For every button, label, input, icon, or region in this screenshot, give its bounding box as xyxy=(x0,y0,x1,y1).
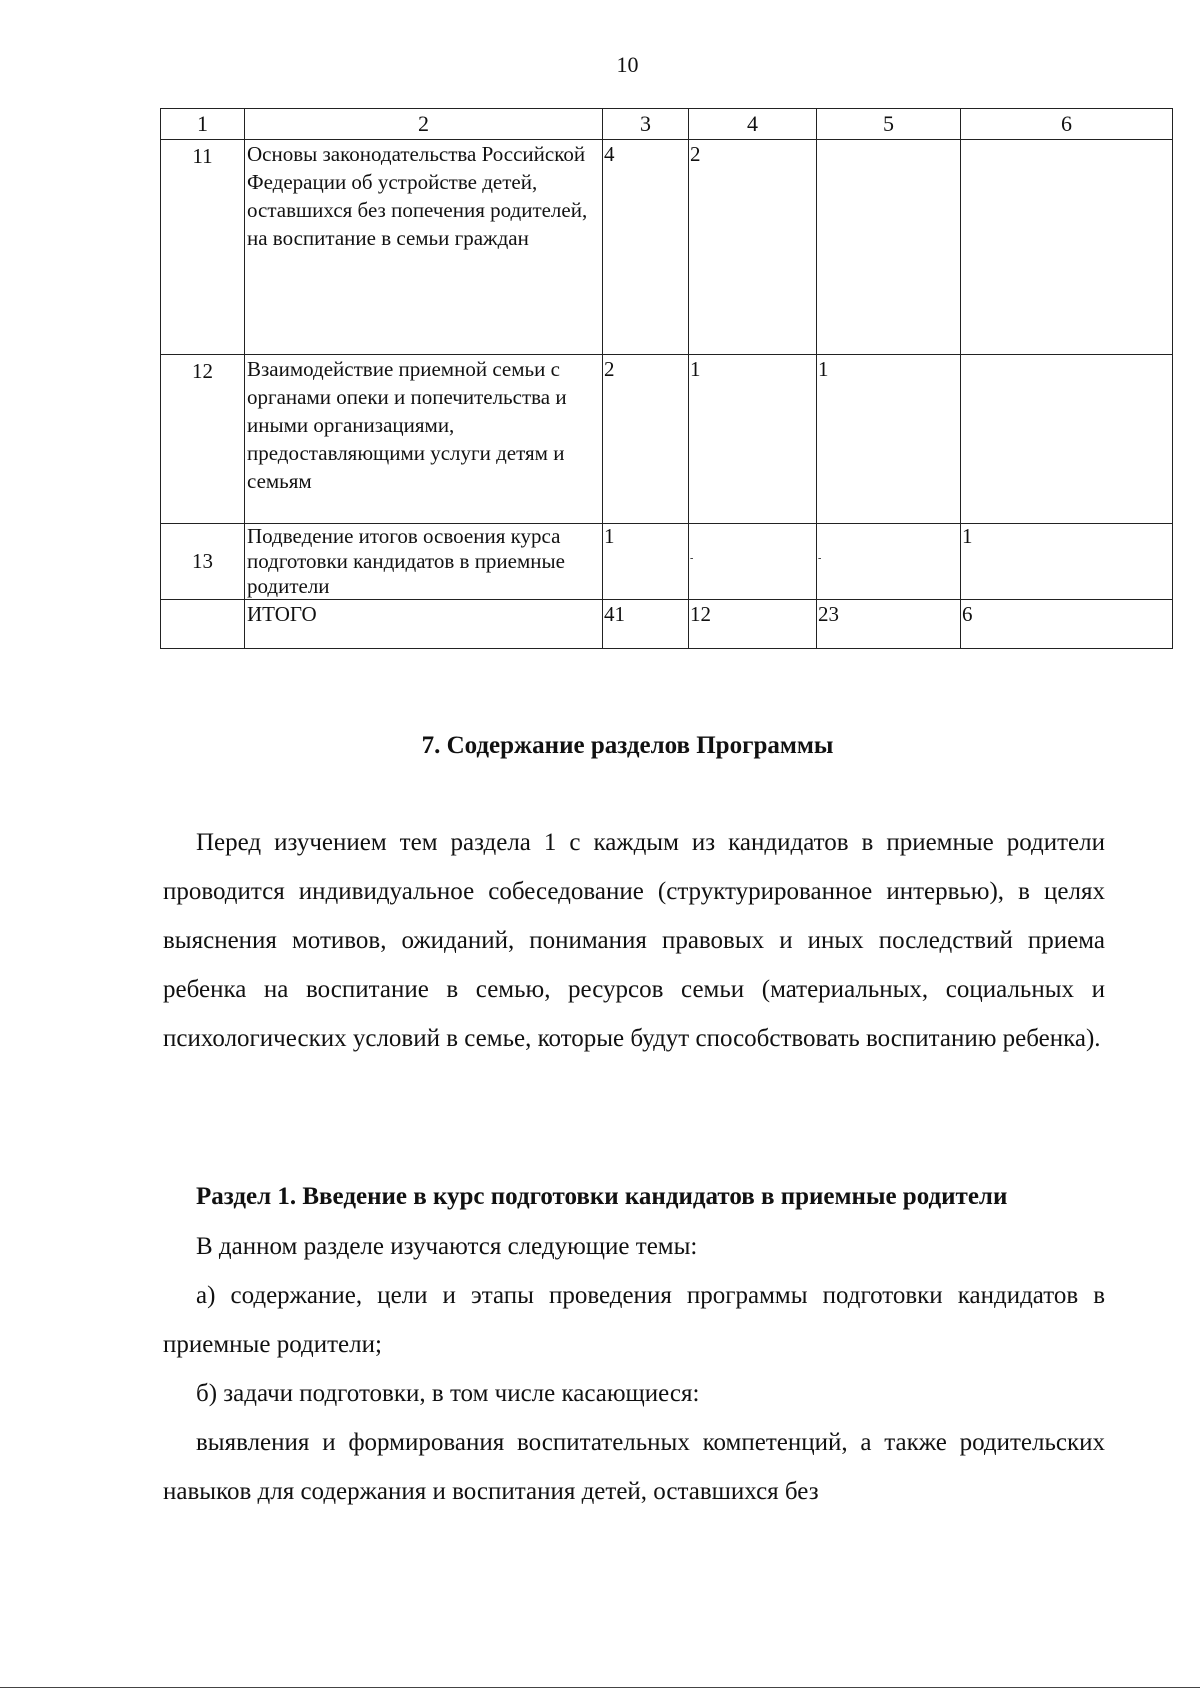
hours-col-5 xyxy=(817,524,961,600)
hours-total: 1 xyxy=(603,524,689,600)
hours-total: 2 xyxy=(603,355,689,524)
section-title: 7. Содержание разделов Программы xyxy=(421,732,834,759)
dash-mark: - xyxy=(690,553,694,564)
hours-col-4 xyxy=(689,524,817,600)
hours-col-4: 2 xyxy=(689,140,817,355)
row-number xyxy=(161,600,245,649)
table-total-row xyxy=(161,600,1173,649)
hours-col-6 xyxy=(961,140,1173,355)
header-cell: 6 xyxy=(961,109,1173,140)
hours-col-6: 1 xyxy=(961,524,1173,600)
table-header-row xyxy=(161,109,1173,140)
header-cell: 4 xyxy=(689,109,817,140)
hours-col-6 xyxy=(961,355,1173,524)
bottom-rule xyxy=(0,1687,1200,1688)
row-number: 13 xyxy=(161,524,245,600)
hours-col-5 xyxy=(817,140,961,355)
razdel-1-heading: Раздел 1. Введение в курс подготовки кандидатов в приемные родители xyxy=(196,1183,1008,1210)
razdel-1-item-a: а) содержание, цели и этапы проведения программы подготовки кандидатов в приемные родители; xyxy=(163,1282,1105,1358)
hours-col-5: 1 xyxy=(817,355,961,524)
dash-mark: - xyxy=(818,553,822,564)
total-col-4: 12 xyxy=(689,600,817,649)
razdel-1-block xyxy=(163,1172,1105,1516)
hours-col-4: 1 xyxy=(689,355,817,524)
row-number: 11 xyxy=(161,140,245,355)
intro-paragraph-block xyxy=(163,818,1105,1063)
table-row xyxy=(161,140,1173,355)
razdel-1-item-b: б) задачи подготовки, в том числе касающиеся: xyxy=(196,1380,700,1407)
topic-title: Подведение итогов освоения курса подготовки кандидатов в приемные родители xyxy=(245,524,603,600)
total-col-5: 23 xyxy=(817,600,961,649)
header-cell: 5 xyxy=(817,109,961,140)
hours-total: 4 xyxy=(603,140,689,355)
topic-title: Взаимодействие приемной семьи с органами опеки и попечительства и иными организациями, предоставляющими услуги детям и семьям xyxy=(245,355,603,524)
header-cell: 3 xyxy=(603,109,689,140)
table-row xyxy=(161,524,1173,600)
course-plan-table xyxy=(160,108,1173,649)
razdel-1-item-b-text: выявления и формирования воспитательных компетенций, а также родительских навыков для содержания и воспитания детей, оставшихся без xyxy=(163,1429,1105,1505)
total-hours: 41 xyxy=(603,600,689,649)
total-col-6: 6 xyxy=(961,600,1173,649)
topic-title: Основы законодательства Российской Федерации об устройстве детей, оставшихся без попечения родителей, на воспитание в семьи граждан xyxy=(245,140,603,355)
row-number: 12 xyxy=(161,355,245,524)
intro-paragraph: Перед изучением тем раздела 1 с каждым из кандидатов в приемные родители проводится индивидуальное собеседование (структурированное интервью), в целях выяснения мотивов, ожиданий, понимания правовых и иных последствий приема ребенка на воспитание в семью, ресурсов семьи (материальных, социальных и психологических условий в семье, которые будут способствовать воспитанию ребенка). xyxy=(163,829,1105,1052)
razdel-1-lead: В данном разделе изучаются следующие темы: xyxy=(196,1233,698,1260)
header-cell: 2 xyxy=(245,109,603,140)
table-row xyxy=(161,355,1173,524)
total-label: ИТОГО xyxy=(245,600,603,649)
page-number: 10 xyxy=(616,52,639,77)
header-cell: 1 xyxy=(161,109,245,140)
